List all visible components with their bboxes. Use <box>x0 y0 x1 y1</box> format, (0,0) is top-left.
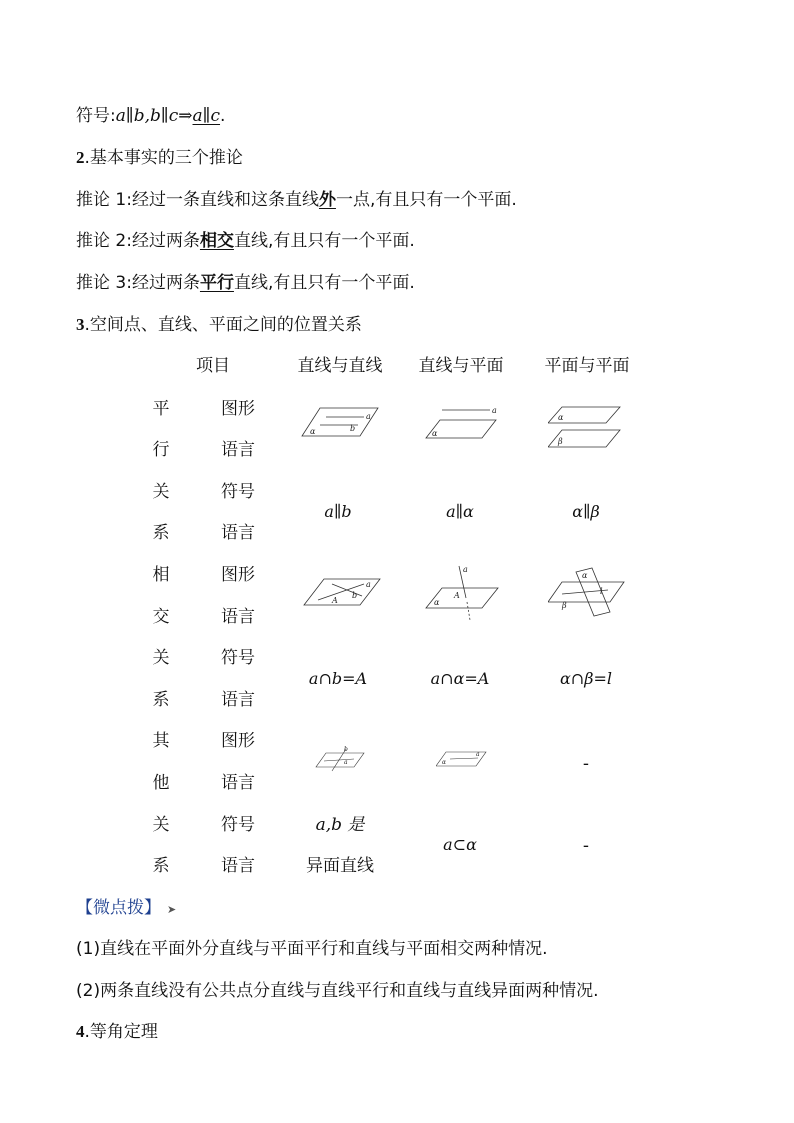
svg-text:A: A <box>454 591 460 600</box>
sub-label: 语言 <box>221 690 255 710</box>
section-heading-2 <box>76 146 243 170</box>
figure-plane-plane-parallel <box>548 404 628 450</box>
arrow-icon: ➤ <box>167 903 177 916</box>
group-char: 行 <box>152 440 170 460</box>
symbol-prefix: 符号: <box>76 106 116 126</box>
svg-text:l: l <box>600 587 603 596</box>
corollary-2 <box>76 229 415 253</box>
sub-label: 符号 <box>221 648 255 668</box>
corollary-keyword: 相交 <box>199 231 234 251</box>
corollary-1 <box>76 188 517 212</box>
sub-label: 符号 <box>221 482 255 502</box>
group-char: 其 <box>152 731 170 751</box>
symbol-pp-parallel: α∥β <box>572 502 600 521</box>
figure-line-line-parallel <box>300 404 380 440</box>
svg-text:α: α <box>442 759 447 766</box>
figure-line-in-plane <box>436 750 488 768</box>
skew-text-1: a,b 是 <box>315 815 365 835</box>
svg-text:α: α <box>582 571 588 580</box>
section-heading-4 <box>76 1020 158 1044</box>
group-char: 关 <box>152 648 170 668</box>
svg-text:A: A <box>332 596 338 605</box>
figure-line-line-skew <box>314 745 366 773</box>
sub-label: 图形 <box>221 565 255 585</box>
section-number: 4 <box>76 1022 85 1041</box>
sub-label: 语言 <box>221 773 255 793</box>
group-char: 交 <box>152 607 170 627</box>
svg-text:a: a <box>476 751 480 758</box>
tip-label-text: 【微点拨】 <box>76 898 161 918</box>
section-title: .空间点、直线、平面之间的位置关系 <box>84 315 362 335</box>
group-char: 系 <box>152 523 170 543</box>
svg-text:α: α <box>432 429 438 438</box>
svg-text:b: b <box>344 746 348 753</box>
svg-text:a: a <box>492 406 497 415</box>
group-char: 关 <box>152 815 170 835</box>
corollary-text: 直线,有且只有一个平面. <box>233 273 415 293</box>
symbol-ll-intersect: a∩b=A <box>308 669 368 688</box>
corollary-text: 一点,有且只有一个平面. <box>335 190 517 210</box>
empty-dash: - <box>582 754 590 774</box>
header-line-line: 直线与直线 <box>297 356 383 376</box>
header-line-plane: 直线与平面 <box>418 356 504 376</box>
symbol-lp-intersect: a∩α=A <box>430 669 490 688</box>
sub-label: 语言 <box>221 523 255 543</box>
corollary-text: 直线,有且只有一个平面. <box>233 231 415 251</box>
section-number: 2 <box>76 148 85 167</box>
empty-dash: - <box>582 836 590 856</box>
skew-text-2: 异面直线 <box>306 856 374 876</box>
symbol-end: . <box>220 106 226 126</box>
corollary-keyword: 外 <box>318 190 336 210</box>
section-number: 3 <box>76 315 85 334</box>
figure-line-plane-intersect <box>424 562 504 624</box>
sub-label: 语言 <box>221 856 255 876</box>
figure-plane-plane-intersect <box>548 566 628 622</box>
symbol-result: a∥c <box>192 106 221 126</box>
svg-text:a: a <box>366 412 371 421</box>
corollary-3 <box>76 271 415 295</box>
svg-text:β: β <box>562 601 567 610</box>
symbol-line <box>76 104 225 128</box>
svg-text:b: b <box>352 591 358 600</box>
group-char: 系 <box>152 856 170 876</box>
sub-label: 语言 <box>221 440 255 460</box>
svg-text:β: β <box>558 437 563 446</box>
symbol-pp-intersect: α∩β=l <box>560 669 612 688</box>
symbol-line-in-plane: a⊂α <box>443 835 477 854</box>
section-title: .等角定理 <box>84 1022 158 1042</box>
group-char: 平 <box>152 399 170 419</box>
sub-label: 图形 <box>221 731 255 751</box>
corollary-text: 推论 2:经过两条 <box>76 231 200 251</box>
svg-text:a: a <box>463 565 468 574</box>
symbol-ll-parallel: a∥b <box>324 502 352 521</box>
figure-line-plane-parallel <box>424 404 504 440</box>
group-char: 系 <box>152 690 170 710</box>
svg-text:α: α <box>434 598 440 607</box>
section-title: .基本事实的三个推论 <box>84 148 243 168</box>
tip-label <box>76 896 176 922</box>
tip-paragraph-2: (2)两条直线没有公共点分直线与直线平行和直线与直线异面两种情况. <box>76 981 599 1001</box>
figure-line-line-intersect <box>302 576 382 608</box>
corollary-text: 推论 1:经过一条直线和这条直线 <box>76 190 319 210</box>
group-char: 关 <box>152 482 170 502</box>
section-heading-3 <box>76 313 362 337</box>
sub-label: 语言 <box>221 607 255 627</box>
svg-text:α: α <box>558 413 564 422</box>
corollary-text: 推论 3:经过两条 <box>76 273 200 293</box>
symbol-premise: a∥b,b∥c⇒ <box>115 106 193 126</box>
svg-text:b: b <box>350 424 356 433</box>
symbol-lp-parallel: a∥α <box>446 502 474 521</box>
group-char: 他 <box>152 773 170 793</box>
sub-label: 图形 <box>221 399 255 419</box>
group-char: 相 <box>152 565 170 585</box>
sub-label: 符号 <box>221 815 255 835</box>
svg-text:α: α <box>310 427 316 436</box>
corollary-keyword: 平行 <box>199 273 234 293</box>
header-plane-plane: 平面与平面 <box>544 356 630 376</box>
svg-text:a: a <box>366 580 371 589</box>
tip-paragraph-1: (1)直线在平面外分直线与平面平行和直线与平面相交两种情况. <box>76 939 548 959</box>
header-item: 项目 <box>196 356 230 376</box>
svg-text:a: a <box>344 759 348 766</box>
